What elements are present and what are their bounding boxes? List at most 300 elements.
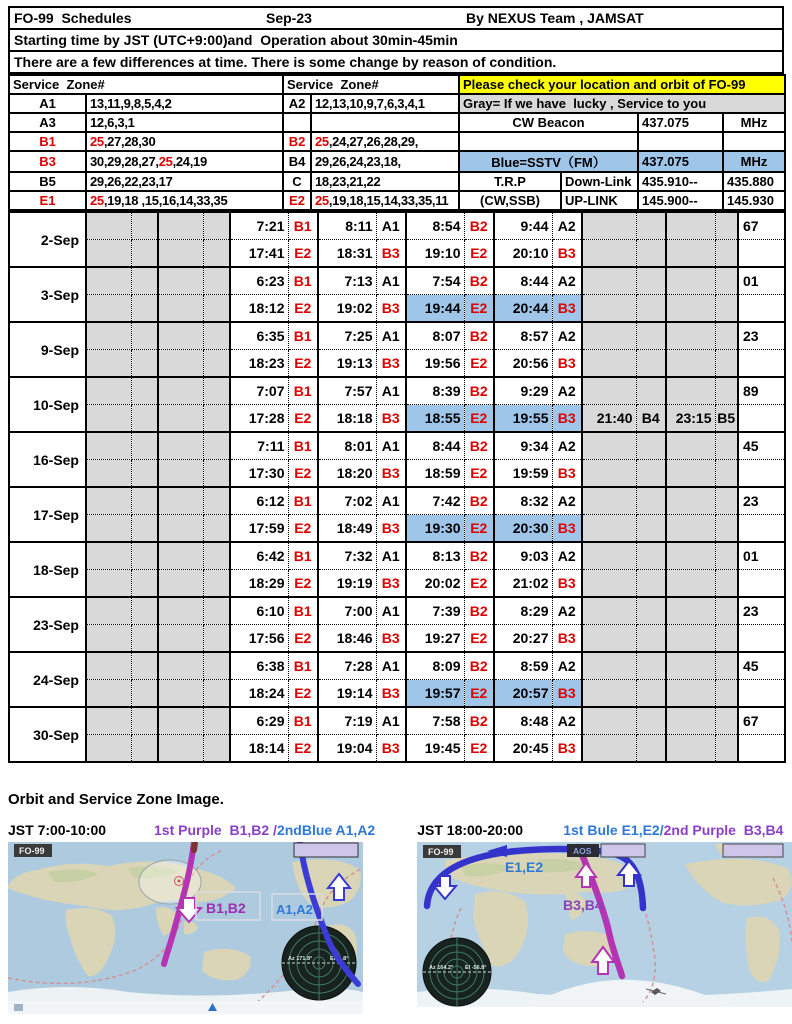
pass-zone: B3 bbox=[376, 460, 406, 488]
cw-beacon-freq: 437.075 bbox=[638, 113, 723, 132]
pass-zone: B1 bbox=[288, 487, 318, 515]
pass-zone: E2 bbox=[288, 680, 318, 708]
pass-time: 17:56 bbox=[230, 625, 288, 653]
empty-slot bbox=[636, 597, 666, 625]
empty-slot bbox=[636, 625, 666, 653]
empty-slot bbox=[86, 322, 131, 350]
orbit-number: 23 bbox=[738, 322, 785, 350]
zone-label: B4 bbox=[283, 151, 311, 172]
pass-time: 18:31 bbox=[318, 240, 376, 268]
pass-time: 7:39 bbox=[406, 597, 464, 625]
empty-slot bbox=[158, 542, 203, 570]
pass-time: 8:11 bbox=[318, 212, 376, 240]
orbit-number bbox=[738, 350, 785, 378]
pass-time: 23:15 bbox=[666, 405, 715, 433]
pass-time: 9:44 bbox=[494, 212, 552, 240]
downlink-freq-2: 435.880 bbox=[723, 172, 785, 191]
empty-slot bbox=[582, 680, 636, 708]
pass-time: 19:44 bbox=[406, 295, 464, 323]
empty-slot bbox=[86, 212, 131, 240]
downlink-label: Down-Link bbox=[561, 172, 638, 191]
left-orbit-map bbox=[8, 842, 363, 1014]
pass-time: 7:07 bbox=[230, 377, 288, 405]
pass-time: 17:30 bbox=[230, 460, 288, 488]
pass-time: 18:46 bbox=[318, 625, 376, 653]
uplink-freq-2: 145.930 bbox=[723, 191, 785, 210]
pass-zone: B1 bbox=[288, 542, 318, 570]
schedule-date: 23-Sep bbox=[9, 597, 86, 652]
empty-slot bbox=[131, 267, 158, 295]
pass-zone: E2 bbox=[464, 295, 494, 323]
zone-label: E2 bbox=[283, 191, 311, 210]
pass-time: 19:10 bbox=[406, 240, 464, 268]
empty-slot bbox=[636, 377, 666, 405]
pass-zone: B4 bbox=[636, 405, 666, 433]
pass-zone: E2 bbox=[288, 350, 318, 378]
empty-slot bbox=[86, 652, 131, 680]
schedule-date: 16-Sep bbox=[9, 432, 86, 487]
empty-slot bbox=[636, 735, 666, 763]
pass-time: 20:57 bbox=[494, 680, 552, 708]
schedule-date: 2-Sep bbox=[9, 212, 86, 267]
empty-slot bbox=[203, 515, 230, 543]
pass-time: 19:27 bbox=[406, 625, 464, 653]
pass-time: 9:34 bbox=[494, 432, 552, 460]
orbit-number: 23 bbox=[738, 597, 785, 625]
left-map-jst: JST 7:00-10:00 bbox=[8, 822, 107, 838]
pass-zone: E2 bbox=[464, 680, 494, 708]
empty-slot bbox=[158, 295, 203, 323]
pass-zone: B1 bbox=[288, 652, 318, 680]
empty-slot bbox=[131, 542, 158, 570]
pass-zone: B1 bbox=[288, 707, 318, 735]
empty-slot bbox=[582, 295, 636, 323]
pass-time: 8:59 bbox=[494, 652, 552, 680]
pass-zone: A2 bbox=[552, 597, 582, 625]
empty-slot bbox=[666, 735, 715, 763]
empty-slot bbox=[203, 350, 230, 378]
zone-label bbox=[283, 113, 311, 132]
orbit-number: 23 bbox=[738, 487, 785, 515]
pass-time: 18:18 bbox=[318, 405, 376, 433]
schedule-date: 10-Sep bbox=[9, 377, 86, 432]
schedule-date: 17-Sep bbox=[9, 487, 86, 542]
note-line-1: Starting time by JST (UTC+9:00)and Operation about 30min-45min bbox=[14, 32, 458, 48]
gray-note: Gray= If we have lucky , Service to you bbox=[459, 94, 785, 113]
empty-slot bbox=[715, 652, 738, 680]
empty-slot bbox=[666, 295, 715, 323]
empty-slot bbox=[131, 680, 158, 708]
empty-slot bbox=[86, 625, 131, 653]
zone-label: B5 bbox=[9, 172, 86, 191]
sstv-label: Blue=SSTV（FM） bbox=[459, 151, 638, 172]
empty-slot bbox=[666, 680, 715, 708]
pass-zone: B2 bbox=[464, 212, 494, 240]
pass-time: 8:48 bbox=[494, 707, 552, 735]
empty-slot bbox=[86, 542, 131, 570]
pass-time: 18:29 bbox=[230, 570, 288, 598]
pass-time: 19:57 bbox=[406, 680, 464, 708]
pass-time: 17:41 bbox=[230, 240, 288, 268]
pass-zone: E2 bbox=[464, 405, 494, 433]
pass-zone: B3 bbox=[376, 680, 406, 708]
empty-slot bbox=[158, 240, 203, 268]
fo99-badge-text: FO-99 bbox=[428, 847, 454, 857]
empty-slot bbox=[203, 597, 230, 625]
empty-slot bbox=[582, 212, 636, 240]
empty-slot bbox=[86, 295, 131, 323]
zone-values: 30,29,28,27,25,24,19 bbox=[86, 151, 283, 172]
orbit-number: 67 bbox=[738, 707, 785, 735]
empty-slot bbox=[666, 212, 715, 240]
empty-slot bbox=[582, 432, 636, 460]
pass-time: 19:30 bbox=[406, 515, 464, 543]
empty-slot bbox=[636, 542, 666, 570]
pass-time: 20:56 bbox=[494, 350, 552, 378]
empty-slot bbox=[203, 460, 230, 488]
empty-slot bbox=[582, 707, 636, 735]
empty-slot bbox=[666, 460, 715, 488]
pass-zone: A2 bbox=[552, 212, 582, 240]
pass-time: 7:42 bbox=[406, 487, 464, 515]
pass-time: 8:07 bbox=[406, 322, 464, 350]
empty-slot bbox=[582, 460, 636, 488]
radar-az-text: Az 164.2° bbox=[429, 965, 454, 971]
pass-zone: A1 bbox=[376, 707, 406, 735]
pass-zone: A2 bbox=[552, 432, 582, 460]
empty-slot bbox=[86, 377, 131, 405]
empty-slot bbox=[86, 460, 131, 488]
left-legend-purple: 1st Purple B1,B2 / bbox=[154, 822, 277, 838]
empty-slot bbox=[636, 212, 666, 240]
pass-zone: E2 bbox=[288, 735, 318, 763]
pass-time: 18:24 bbox=[230, 680, 288, 708]
right-map-legend bbox=[417, 818, 792, 842]
empty-slot bbox=[158, 432, 203, 460]
pass-time: 7:02 bbox=[318, 487, 376, 515]
pass-zone: B3 bbox=[376, 295, 406, 323]
orbit-number bbox=[738, 240, 785, 268]
empty-slot bbox=[636, 240, 666, 268]
empty-slot bbox=[666, 432, 715, 460]
empty-slot bbox=[582, 625, 636, 653]
empty-slot bbox=[666, 707, 715, 735]
orbit-number bbox=[738, 570, 785, 598]
empty-slot bbox=[86, 487, 131, 515]
empty-slot bbox=[203, 267, 230, 295]
empty-slot bbox=[203, 240, 230, 268]
schedule-date: 3-Sep bbox=[9, 267, 86, 322]
empty-slot bbox=[582, 542, 636, 570]
empty-slot bbox=[131, 460, 158, 488]
pass-zone: A1 bbox=[376, 267, 406, 295]
orbit-number: 01 bbox=[738, 267, 785, 295]
empty-slot bbox=[131, 570, 158, 598]
empty-slot bbox=[86, 405, 131, 433]
pass-zone: B2 bbox=[464, 707, 494, 735]
orbit-number bbox=[738, 515, 785, 543]
pass-time: 18:23 bbox=[230, 350, 288, 378]
empty-slot bbox=[582, 735, 636, 763]
pass-zone: B1 bbox=[288, 212, 318, 240]
orbit-number: 67 bbox=[738, 212, 785, 240]
pass-zone: B3 bbox=[552, 625, 582, 653]
right-map-jst: JST 18:00-20:00 bbox=[417, 822, 524, 838]
pass-zone: B2 bbox=[464, 377, 494, 405]
sstv-freq: 437.075 bbox=[638, 151, 723, 172]
orbit-number: 45 bbox=[738, 432, 785, 460]
empty-slot bbox=[715, 322, 738, 350]
empty-slot bbox=[203, 707, 230, 735]
empty-slot bbox=[582, 597, 636, 625]
zone-values: 12,13,10,9,7,6,3,4,1 bbox=[311, 94, 459, 113]
right-orbit-map bbox=[417, 842, 792, 1007]
pass-time: 8:01 bbox=[318, 432, 376, 460]
pass-time: 8:32 bbox=[494, 487, 552, 515]
pass-time: 19:56 bbox=[406, 350, 464, 378]
empty-slot bbox=[636, 652, 666, 680]
pass-zone: B2 bbox=[464, 267, 494, 295]
pass-zone: A2 bbox=[552, 267, 582, 295]
pass-zone: B3 bbox=[376, 405, 406, 433]
empty-slot bbox=[636, 680, 666, 708]
right-map-block bbox=[417, 818, 792, 1007]
pass-zone: B3 bbox=[376, 735, 406, 763]
empty-slot bbox=[666, 487, 715, 515]
schedule-date: 24-Sep bbox=[9, 652, 86, 707]
empty-slot bbox=[666, 625, 715, 653]
empty-slot bbox=[715, 240, 738, 268]
pass-time: 18:49 bbox=[318, 515, 376, 543]
empty-slot bbox=[158, 625, 203, 653]
downlink-freq-1: 435.910-- bbox=[638, 172, 723, 191]
empty-slot bbox=[582, 515, 636, 543]
pass-zone: E2 bbox=[464, 460, 494, 488]
empty-slot bbox=[131, 625, 158, 653]
pass-time: 20:45 bbox=[494, 735, 552, 763]
empty-slot bbox=[158, 267, 203, 295]
cwssb-label: (CW,SSB) bbox=[459, 191, 561, 210]
pass-time: 20:44 bbox=[494, 295, 552, 323]
pass-time: 17:28 bbox=[230, 405, 288, 433]
pass-zone: B3 bbox=[552, 350, 582, 378]
pass-zone: A2 bbox=[552, 542, 582, 570]
empty-slot bbox=[203, 432, 230, 460]
pass-time: 9:03 bbox=[494, 542, 552, 570]
pass-time: 19:14 bbox=[318, 680, 376, 708]
pass-zone: B1 bbox=[288, 267, 318, 295]
pass-time: 18:59 bbox=[406, 460, 464, 488]
empty-slot bbox=[666, 570, 715, 598]
pass-zone: B3 bbox=[376, 515, 406, 543]
pass-zone: E2 bbox=[464, 735, 494, 763]
zone-values: 29,26,22,23,17 bbox=[86, 172, 283, 191]
pass-zone: B3 bbox=[552, 570, 582, 598]
pass-time: 7:00 bbox=[318, 597, 376, 625]
zone-table bbox=[8, 74, 786, 211]
left-map-block bbox=[8, 818, 375, 1014]
empty-slot bbox=[582, 377, 636, 405]
pass-time: 8:09 bbox=[406, 652, 464, 680]
empty-slot bbox=[582, 267, 636, 295]
note-line-2: There are a few differences at time. There is some change by reason of condition. bbox=[14, 54, 557, 70]
empty-slot bbox=[131, 487, 158, 515]
pass-zone: A1 bbox=[376, 212, 406, 240]
right-legend-blue: 1st Bule E1,E2/ bbox=[563, 822, 664, 838]
sheet-author: By NEXUS Team , JAMSAT bbox=[466, 10, 644, 26]
empty-slot bbox=[131, 240, 158, 268]
pass-zone: B3 bbox=[552, 460, 582, 488]
empty-slot bbox=[158, 322, 203, 350]
cw-beacon-unit: MHz bbox=[723, 113, 785, 132]
pass-time: 19:04 bbox=[318, 735, 376, 763]
empty-slot bbox=[203, 487, 230, 515]
empty-slot bbox=[715, 460, 738, 488]
empty-slot bbox=[158, 350, 203, 378]
pass-time: 7:13 bbox=[318, 267, 376, 295]
pass-time: 8:29 bbox=[494, 597, 552, 625]
a1a2-track-label: A1,A2 bbox=[276, 902, 313, 917]
empty-slot bbox=[203, 405, 230, 433]
orbit-number bbox=[738, 735, 785, 763]
schedule-date: 30-Sep bbox=[9, 707, 86, 762]
pass-zone: B1 bbox=[288, 597, 318, 625]
empty-slot bbox=[666, 267, 715, 295]
empty-slot bbox=[131, 350, 158, 378]
schedule-date: 18-Sep bbox=[9, 542, 86, 597]
empty-slot bbox=[666, 350, 715, 378]
empty-slot bbox=[636, 350, 666, 378]
left-map-legend bbox=[8, 818, 375, 842]
pass-time: 8:54 bbox=[406, 212, 464, 240]
empty-slot bbox=[131, 652, 158, 680]
sheet-month: Sep-23 bbox=[266, 10, 312, 26]
empty-slot bbox=[666, 322, 715, 350]
pass-zone: A2 bbox=[552, 487, 582, 515]
empty-slot bbox=[582, 240, 636, 268]
empty-info-cell bbox=[638, 132, 723, 151]
empty-slot bbox=[131, 212, 158, 240]
empty-slot bbox=[158, 377, 203, 405]
pass-zone: E2 bbox=[464, 350, 494, 378]
info-box bbox=[601, 844, 645, 857]
pass-zone: B5 bbox=[715, 405, 738, 433]
pass-time: 9:29 bbox=[494, 377, 552, 405]
zone-label: C bbox=[283, 172, 311, 191]
pass-zone: B1 bbox=[288, 377, 318, 405]
pass-time: 6:23 bbox=[230, 267, 288, 295]
empty-info-cell bbox=[459, 132, 638, 151]
empty-slot bbox=[715, 295, 738, 323]
pass-zone: A1 bbox=[376, 597, 406, 625]
pass-time: 19:45 bbox=[406, 735, 464, 763]
pass-zone: B3 bbox=[376, 570, 406, 598]
empty-slot bbox=[666, 597, 715, 625]
empty-slot bbox=[715, 487, 738, 515]
empty-slot bbox=[131, 377, 158, 405]
empty-slot bbox=[131, 295, 158, 323]
empty-slot bbox=[131, 597, 158, 625]
pass-zone: B3 bbox=[552, 405, 582, 433]
pass-zone: A1 bbox=[376, 652, 406, 680]
pass-time: 20:10 bbox=[494, 240, 552, 268]
pass-zone: B3 bbox=[552, 680, 582, 708]
pass-zone: B1 bbox=[288, 432, 318, 460]
schedule-date: 9-Sep bbox=[9, 322, 86, 377]
pass-time: 7:21 bbox=[230, 212, 288, 240]
pass-time: 17:59 bbox=[230, 515, 288, 543]
empty-slot bbox=[158, 680, 203, 708]
cw-beacon-label: CW Beacon bbox=[459, 113, 638, 132]
pass-time: 18:14 bbox=[230, 735, 288, 763]
trp-label: T.R.P bbox=[459, 172, 561, 191]
pass-time: 6:42 bbox=[230, 542, 288, 570]
pass-zone: A1 bbox=[376, 322, 406, 350]
empty-slot bbox=[158, 597, 203, 625]
empty-info-cell bbox=[723, 132, 785, 151]
zone-label: B2 bbox=[283, 132, 311, 151]
empty-slot bbox=[636, 460, 666, 488]
empty-slot bbox=[582, 652, 636, 680]
empty-slot bbox=[636, 515, 666, 543]
empty-slot bbox=[158, 405, 203, 433]
zone-values: 25,19,18,15,14,33,35,11 bbox=[311, 191, 459, 210]
pass-time: 7:58 bbox=[406, 707, 464, 735]
empty-slot bbox=[582, 350, 636, 378]
uplink-label: UP-LINK bbox=[561, 191, 638, 210]
zone-label: B3 bbox=[9, 151, 86, 172]
pass-time: 8:39 bbox=[406, 377, 464, 405]
empty-slot bbox=[158, 735, 203, 763]
pass-time: 7:25 bbox=[318, 322, 376, 350]
notice-banner: Please check your location and orbit of FO-99 bbox=[459, 75, 785, 94]
pass-zone: A2 bbox=[552, 377, 582, 405]
empty-slot bbox=[715, 432, 738, 460]
pass-time: 7:54 bbox=[406, 267, 464, 295]
empty-slot bbox=[715, 597, 738, 625]
zone-values: 18,23,21,22 bbox=[311, 172, 459, 191]
radar-az-text: Az 171.8° bbox=[288, 956, 313, 962]
empty-slot bbox=[715, 707, 738, 735]
pass-time: 7:57 bbox=[318, 377, 376, 405]
empty-slot bbox=[158, 570, 203, 598]
empty-slot bbox=[715, 267, 738, 295]
empty-slot bbox=[666, 240, 715, 268]
pass-zone: E2 bbox=[464, 570, 494, 598]
zone-label: B1 bbox=[9, 132, 86, 151]
pass-time: 8:57 bbox=[494, 322, 552, 350]
empty-slot bbox=[203, 295, 230, 323]
pass-time: 18:12 bbox=[230, 295, 288, 323]
empty-slot bbox=[715, 515, 738, 543]
empty-slot bbox=[582, 487, 636, 515]
empty-slot bbox=[131, 405, 158, 433]
fo99-badge-text: FO-99 bbox=[19, 846, 45, 856]
empty-slot bbox=[666, 515, 715, 543]
orbit-section-heading: Orbit and Service Zone Image. bbox=[8, 791, 224, 808]
pass-zone: E2 bbox=[288, 625, 318, 653]
pass-zone: A2 bbox=[552, 707, 582, 735]
radar-el-text: El -56.8° bbox=[465, 965, 487, 971]
zone-values: 25,24,27,26,28,29, bbox=[311, 132, 459, 151]
pass-zone: E2 bbox=[288, 515, 318, 543]
empty-slot bbox=[131, 432, 158, 460]
pass-zone: B3 bbox=[552, 515, 582, 543]
pass-zone: E2 bbox=[288, 240, 318, 268]
empty-slot bbox=[158, 487, 203, 515]
pass-zone: B1 bbox=[288, 322, 318, 350]
pass-time: 6:35 bbox=[230, 322, 288, 350]
